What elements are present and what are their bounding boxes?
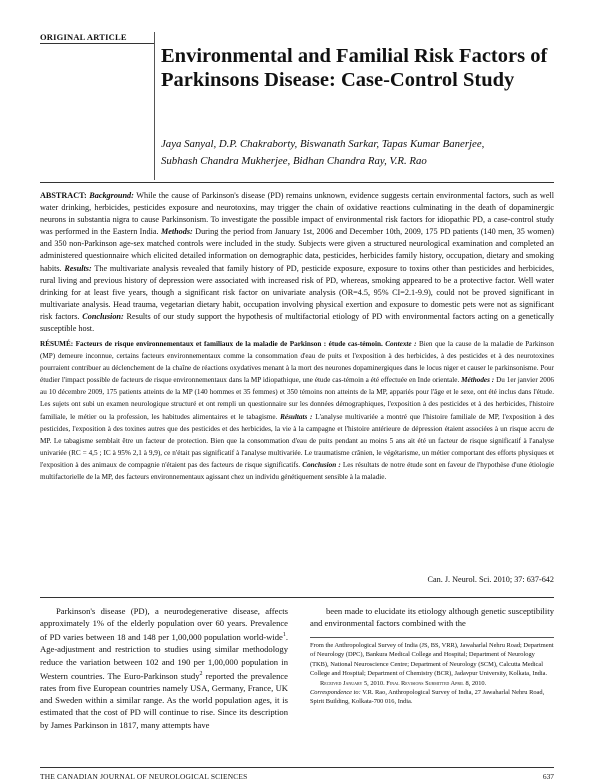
author-list — [161, 136, 571, 170]
contexte-label: Contexte : — [385, 340, 417, 348]
methodes-label: Méthodes : — [461, 376, 495, 385]
authors-line-2: Subhash Chandra Mukherjee, Bidhan Chandra Ray, V.R. Rao — [161, 155, 427, 167]
correspondence-label: Correspondence to: — [310, 689, 361, 697]
background-text: While the cause of Parkinson's disease (PD) remains unknown, evidence suggests certain environmental factors, such as well water drinking, herbicides, pesticides exposure and neurotoxins, may trigger the chain of oxidative reactions culminating in the death of dopaminergic neurons in substantia nigra to cause Parkinsonism. To investigate the possible impact of environmental risk factors for idiopathic PD, a case-control study was performed in the Eastern India. — [40, 191, 555, 237]
received-dates: Received January 5, 2010. Final Revisions Submitted April 8, 2010. — [320, 679, 487, 687]
page-number: 637 — [542, 772, 554, 781]
body-column-right — [310, 605, 554, 629]
resume-conclusion-text: Les résultats de notre étude sont en faveur de l'hypothèse d'une étiologie multifactorielle de la MP, des facteurs environnementaux agissant chez un individu génétiquement sensible à la maladie. — [40, 460, 555, 482]
results-label: Results: — [64, 263, 92, 273]
abstract-label: ABSTRACT: — [40, 191, 87, 200]
intro-text-a: Parkinson's disease (PD), a neurodegenerative disease, affects approximately 1% of the elderly population over 60 years. Prevalence of PD varies between 18 and 148 per 1,00,000 population world-wide — [40, 606, 288, 643]
abstract — [40, 190, 554, 335]
header-rule — [40, 43, 154, 44]
intro-text-b: . Age-adjustment and restriction to studies using similar methodology reduce the variation between 102 and 190 per 1,00,000 population in Western countries. The Euro-Parkinson study — [40, 632, 288, 681]
footnote-rule — [310, 637, 554, 638]
authors-line-1: Jaya Sanyal, D.P. Chakraborty, Biswanath Sarkar, Tapas Kumar Banerjee, — [161, 138, 485, 150]
conclusion-text: Results of our study support the hypothesis of multifactorial etiology of PD with environmental factors acting on a genetically susceptible host. — [40, 311, 555, 334]
resultats-label: Résultats : — [280, 412, 313, 421]
ref-1[interactable]: 1 — [282, 632, 286, 639]
article-title: Environmental and Familial Risk Factors of Parkinsons Disease: Case-Control Study — [161, 45, 548, 91]
intro-text-c: reported the prevalence rates from five European countries namely USA, Germany, France, UK and Sweden within a similar range. As the world population ages, it is estimated that the cost of PD will continue to rise. Since its description by James Parkinson in 1817, many attempts have — [40, 670, 288, 730]
methods-label: Methods: — [160, 227, 193, 237]
results-text: The multivariate analysis revealed that family history of PD, pesticide exposure, exposure to toxins other than pesticides and herbicides, rural living and previous history of depression were associated with increased risk of PD, whereas, smoking appeared to be a protective factor. Well water drinking for at least five years, though a significant risk factor on univariate analysis (OR=4.5, 95% CI=2.1-9.9), could not be proved significant in multivariate analysis. Head trauma, vegetarian dietary habit, occupation involving physical exertion and exposure to domestic pets were not as significant risk factors. — [40, 263, 554, 321]
ref-2[interactable]: 2 — [199, 670, 203, 677]
journal-name: THE CANADIAN JOURNAL OF NEUROLOGICAL SCIENCES — [40, 772, 248, 781]
citation: Can. J. Neurol. Sci. 2010; 37: 637-642 — [427, 575, 554, 584]
affiliation-footnote — [310, 641, 554, 707]
resume-label: RÉSUMÉ: Facteurs de risque environnementaux et familiaux de la maladie de Parkinson : étude cas-témoin. — [40, 340, 383, 348]
resume — [40, 338, 554, 483]
section-label: ORIGINAL ARTICLE — [40, 32, 127, 42]
vertical-rule — [154, 32, 155, 180]
contexte-text: Bien que la cause de la maladie de Parkinson (MP) demeure inconnue, certains facteurs environnementaux comme la consommation d'eau de puits et l'exposition à des herbicides, à des pesticides et à des neurotoxines pourraient contribuer au déclenchement de la chaîne de réactions oxydatives menant à la mort des neurones dopaminergiques dans le locus niger et causer le parkinsonisme. Pour étudier l'impact possible de facteurs de risque environnementaux dans la MP idiopathique, une étude cas-témoin a été effectuée en Inde orientale. — [40, 340, 555, 385]
footer-rule — [40, 767, 554, 768]
conclusion-label: Conclusion: — [82, 311, 124, 321]
background-label: Background: — [89, 191, 134, 200]
methods-text: During the period from January 1st, 2006 and December 10th, 2009, 175 PD patients (140 men, 35 women) and 350 non-Parkinson age-sex matched controls were included in the study. Subjects were given a structured neurological examination and completed an administered questionnaire which elicited detailed information on demographic data, pesticides, herbicides family history, occupation, dietary and smoking habits. — [40, 227, 555, 273]
resultats-text: L'analyse multivariée a montré que l'histoire familiale de MP, l'exposition à des pesticides, l'exposition à des toxines autres que des pesticides et des herbicides, la vie à la campagne et l'histoire antérieure de dépression étaient associées à un risque accru de MP. Le tabagisme semblait être un facteur de protection. Bien que la consommation d'eau de puits pendant au moins 5 ans ait été un facteur de risque significatif à l'analyse univariée (RC = 4,5 ; IC à 95% 2,1 à 9,9), ce n'était pas significatif à l'analyse multivariée. Le traumatisme crânien, le végétarisme, un métier comportant des efforts physiques et l'exposition à des animaux de compagnie n'étaient pas des facteurs de risque significatifs. — [40, 412, 555, 469]
body-column-left — [40, 605, 288, 731]
intro-paragraph — [40, 605, 288, 731]
affiliation-text: From the Anthropological Survey of India (JS, BS, VRR), Jawaharlal Nehru Road; Department of Neurology (DPC), Bankura Medical College and Hospital; Department of Neurology (TKB), National Neuroscience Centre; Department of Neurology (SCM), Calcutta Medical College and Hospital; Department of Chemistry (BCR), Jadavpur University, Kolkata, India. — [310, 642, 554, 678]
body-top-rule — [40, 597, 554, 598]
methodes-text: Du 1er janvier 2006 au 10 décembre 2009, 175 patients atteints de la MP (140 hommes et 35 femmes) et 350 témoins non atteints de la MP, appariés pour l'âge et le sexe, ont été inclus dans l'étude. Les sujets ont subi un examen neurologique structuré et ont rempli un questionnaire sur les données démographiques, l'exposition à des pesticides et à des herbicides, l'histoire familiale, le métier ou la profession, les habitudes alimentaires et le tabagisme. — [40, 376, 555, 421]
resume-conclusion-label: Conclusion : — [302, 460, 341, 469]
abstract-top-rule — [40, 182, 554, 183]
correspondence-text: V.R. Rao, Anthropological Survey of India, 27 Jawaharlal Nehru Road, Spirit Building, Kolkata-700 016, India. — [310, 689, 545, 706]
continued-paragraph: been made to elucidate its etiology although genetic susceptibility and environmental factors combined with the — [310, 606, 554, 629]
